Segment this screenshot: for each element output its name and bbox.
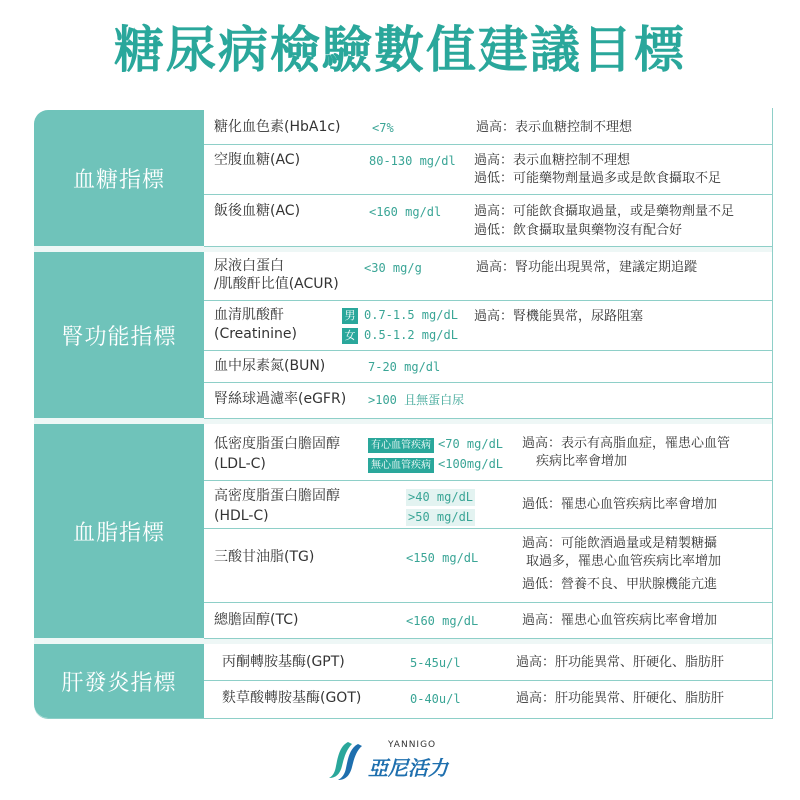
row-value: 5-45u/l [410,656,461,670]
row-value-female: 女 0.5-1.2 mg/dL [342,327,458,344]
page-title: 糖尿病檢驗數值建議目標 [114,21,686,79]
row-name: (Creatinine) [214,326,297,342]
row-name: 腎絲球過濾率(eGFR) [214,391,347,407]
table-row-creatinine [204,300,772,351]
row-name: 空腹血糖(AC) [214,152,301,168]
row-name: 麩草酸轉胺基酶(GOT) [222,690,362,706]
row-desc: 過高：肝功能異常、肝硬化、脂肪肝 [516,655,725,670]
logo-text-zh: 亞尼活力 [368,756,448,780]
row-desc: 過高：腎功能出現異常，建議定期追蹤 [476,260,698,275]
row-value: >40 mg/dL [408,490,474,504]
row-desc: 過低：飲食攝取量與藥物沒有配合好 [474,223,683,238]
female-tag: 女 [342,328,358,344]
row-value: <30 mg/g [364,261,422,275]
row-name: 血中尿素氮(BUN) [214,358,326,374]
table-row-tc [204,602,772,639]
table-row-bun [204,350,772,383]
row-value: <150 mg/dL [406,551,479,565]
row-value: >50 mg/dL [408,510,474,524]
table-row-hba1c [204,110,772,145]
row-desc: 過高：表示有高脂血症，罹患心血管 [522,436,731,451]
row-name: /肌酸酐比值(ACUR) [214,276,339,292]
row-desc: 過高：罹患心血管疾病比率會增加 [522,613,718,628]
row-name: 高密度脂蛋白膽固醇 [214,488,340,504]
table-row-ac [204,144,772,195]
row-value-with-cvd: 有心血管疾病 <70 mg/dL [368,436,503,453]
row-desc: 疾病比率會增加 [536,454,628,469]
row-desc: 過高：表示血糖控制不理想 [476,120,633,135]
no-cvd-tag: 無心血管疾病 [368,458,434,473]
male-tag: 男 [342,308,358,324]
category-blood-sugar: 血糖指標 [34,110,204,246]
table-row-got [204,680,772,718]
category-liver: 肝發炎指標 [34,644,204,718]
row-name: (LDL-C) [214,456,266,472]
row-name: 三酸甘油脂(TG) [214,549,315,565]
yannigo-logo [326,738,486,782]
row-value: <7% [372,121,394,135]
row-name: 總膽固醇(TC) [214,612,299,628]
row-value: >100 且無蛋白尿 [368,393,465,407]
row-desc: 過低：可能藥物劑量過多或是飲食攝取不足 [474,171,722,186]
row-value: <160 mg/dl [369,205,442,219]
category-kidney: 腎功能指標 [34,252,204,418]
row-name: 糖化血色素(HbA1c) [214,119,341,135]
row-value: <160 mg/dL [406,614,479,628]
row-value-without-cvd: 無心血管疾病 <100mg/dL [368,456,503,473]
row-desc: 過高：可能飲酒過量或是精製糖攝 [522,536,718,551]
table-row-acur [204,252,772,301]
row-name: (HDL-C) [214,508,269,524]
row-name: 血清肌酸酐 [214,307,284,323]
logo-text-en: YANNIGO [388,740,437,750]
row-value: 7-20 mg/dl [368,360,441,374]
row-desc: 取過多，罹患心血管疾病比率增加 [526,554,722,569]
table-row-gpt [204,644,772,681]
row-desc: 過高：肝功能異常、肝硬化、脂肪肝 [516,691,725,706]
table-row-ldl [204,424,772,481]
table-row-egfr [204,382,772,419]
table-row-hdl [204,480,772,529]
yannigo-logo-icon [326,738,366,782]
row-desc: 過高：表示血糖控制不理想 [474,153,631,168]
category-lipid: 血脂指標 [34,424,204,638]
row-name: 尿液白蛋白 [214,258,284,274]
row-value-male: 男 0.7-1.5 mg/dL [342,307,458,324]
row-desc: 過低：罹患心血管疾病比率會增加 [522,497,718,512]
row-value: 80-130 mg/dl [369,154,456,168]
row-name: 丙酮轉胺基酶(GPT) [222,654,345,670]
table-row-tg [204,528,772,603]
cvd-tag: 有心血管疾病 [368,438,434,453]
table-row-pc [204,194,772,247]
row-desc: 過高：可能飲食攝取過量，或是藥物劑量不足 [474,204,735,219]
row-name: 飯後血糖(AC) [214,203,301,219]
row-value: 0-40u/l [410,692,461,706]
row-desc: 過高：腎機能異常，尿路阻塞 [474,309,644,324]
row-name: 低密度脂蛋白膽固醇 [214,436,340,452]
row-desc: 過低：營養不良、甲狀腺機能亢進 [522,577,718,592]
